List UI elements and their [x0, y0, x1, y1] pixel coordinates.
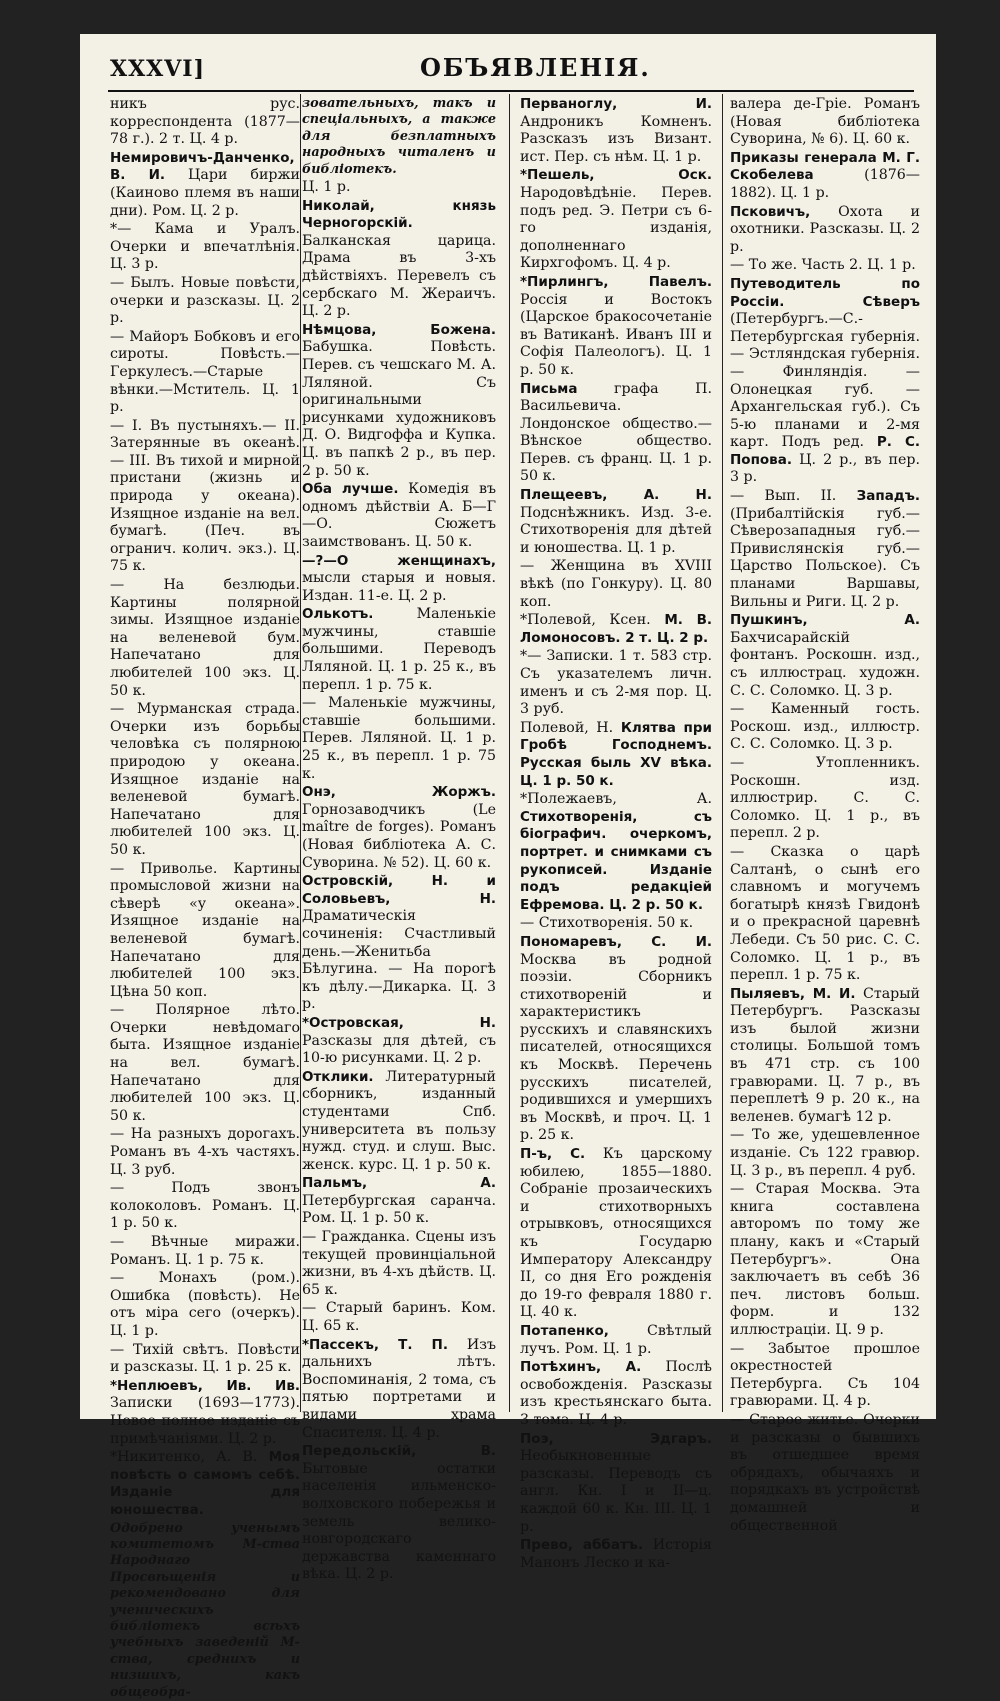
listing-entry: Пыляевъ, М. И. Старый Петербургъ. Разсказы изъ былой жизни столицы. Большой томъ въ 471 стр. съ 100 гравюрами. Ц. 7 р., въ переплетѣ 9 р. 20 к., на веленев. бумагѣ 12 р. [730, 985, 920, 1125]
listing-entry: *Неплюевъ, Ив. Ив. Записки (1693—1773). Новое полное изданіе съ примѣчаніями. Ц. 2 р. [110, 1377, 300, 1447]
listing-entry: — Вып. II. Западъ. (Прибалтійскія губ.—Сѣверозападныя губ.—Привислянскія губ.—Царство Польское). Съ планами Варшавы, Вильны и Риги. Ц. 2 р. [730, 488, 920, 610]
listing-entry: Оба лучше. Комедія въ одномъ дѣйствіи А. Б—Г—О. Сюжетъ заимствованъ. Ц. 50 к. [302, 481, 496, 550]
listing-entry: Плещеевъ, А. Н. Подснѣжникъ. Изд. 3-е. Стихотворенія для дѣтей и юношества. Ц. 1 р. [520, 487, 712, 556]
listing-entry: *Пешель, Оск. Народовѣдѣніе. Перев. подъ ред. Э. Петри съ 6-го изданія, дополненнаго Кирхгофомъ. Ц. 4 р. [520, 167, 712, 272]
listing-entry: — Майоръ Бобковъ и его сироты. Повѣсть.—Геркулесъ.—Старые вѣнки.—Мститель. Ц. 1 р. [110, 328, 300, 416]
listing-entry: — Сказка о царѣ Салтанѣ, о сынѣ его славномъ и могучемъ богатырѣ князѣ Гвидонѣ и о прекрасной царевнѣ Лебеди. Съ 50 рис. С. С. Соломко. Ц. 1 р., въ перепл. 1 р. 75 к. [730, 843, 920, 984]
listing-entry: — На разныхъ дорогахъ. Романъ въ 4-хъ частяхъ. Ц. 3 руб. [110, 1126, 300, 1178]
column-3 [520, 96, 712, 1571]
document-page [80, 34, 936, 1700]
listing-entry: Онэ, Жоржъ. Горнозаводчикъ (Le maître de forges). Романъ (Новая библіотека А. С. Суворина. № 52). Ц. 60 к. [302, 784, 496, 871]
listing-entry: Прево, аббатъ. Исторія Манонъ Леско и ка- [520, 1537, 712, 1571]
listing-entry: — Старое житье. Очерки и разсказы о бывшихъ въ отшедшее время обрядахъ, обычаяхъ и порядкахъ въ устройствѣ домашней и общественной [730, 1411, 920, 1534]
listing-entry: — Маленькіе мужчины, ставшіе большими. Перев. Ляляной. Ц. 1 р. 25 к., въ перепл. 1 р. 75 к. [302, 695, 496, 782]
listing-entry: — Тихій свѣтъ. Повѣсти и разсказы. Ц. 1 р. 25 к. [110, 1341, 300, 1376]
listing-entry: Пономаревъ, С. И. Москва въ родной поэзіи. Сборникъ стихотвореній и характеристикъ русскихъ и славянскихъ писателей, относящихся къ Москвѣ. Перечень русскихъ писателей, родившихся и умершихъ въ Москвѣ, и проч. Ц. 1 р. 25 к. [520, 933, 712, 1144]
column-divider [509, 94, 510, 1412]
listing-entry: — Подъ звонъ колоколовъ. Романъ. Ц. 1 р. 50 к. [110, 1180, 300, 1232]
listing-entry: зовательныхъ, такъ и спеціальныхъ, а также для безплатныхъ народныхъ читаленъ и библіотекъ. [302, 96, 496, 177]
listing-entry: Островскій, Н. и Соловьевъ, Н. Драматическія сочиненія: Счастливый день.—Женитьба Бѣлугина. — На порогѣ къ дѣлу.—Дикарка. Ц. 3 р. [302, 873, 496, 1013]
listing-entry: Отклики. Литературный сборникъ, изданный студентами Спб. университета въ пользу нужд. студ. и слуш. Выс. женск. курс. Ц. 1 р. 50 к. [302, 1068, 496, 1173]
listing-entry: *Полевой, Ксен. М. В. Ломоносовъ. 2 т. Ц. 2 р. [520, 612, 712, 646]
column-divider [300, 94, 301, 1412]
listing-entry: — На безлюдьи. Картины полярной зимы. Изящное изданіе на веленевой бум. Напечатано для любителей 100 экз. Ц. 50 к. [110, 577, 300, 699]
listing-entry: П-ъ, С. Къ царскому юбилею, 1855—1880. Собраніе прозаическихъ и стихотворныхъ отрывковъ, относящихся къ Государю Императору Александру II, со дня Его рожденія до 19-го февраля 1880 г. Ц. 40 к. [520, 1146, 712, 1321]
listing-entry: Ц. 1 р. [302, 179, 351, 196]
listing-entry: Псковичъ, Охота и охотники. Разсказы. Ц. 2 р. [730, 203, 920, 255]
listing-entry: Одобрено ученымъ комитетомъ М-ства Народнаго Просвѣщенія и рекомендовано для ученическихъ библіотекъ всѣхъ учебныхъ заведеній М-ства, среднихъ и низшихъ, какъ общеобра- [110, 1520, 300, 1700]
listing-entry: — Женщина въ XVIII вѣкѣ (по Гонкуру). Ц. 80 коп. [520, 558, 712, 610]
listing-entry: Полевой, Н. Клятва при Гробѣ Господнемъ. Русская быль XV вѣка. Ц. 1 р. 50 к. [520, 719, 712, 789]
listing-entry: Пальмъ, А. Петербургская саранча. Ром. Ц. 1 р. 50 к. [302, 1175, 496, 1227]
listing-entry: Путеводитель по Россіи. Сѣверъ (Петербургъ.—С.-Петербургская губернія. — Эстляндская губернія. — Финляндія. — Олонецкая губ. — Архангельская губ.). Съ 5-ю планами и 2-мя карт. Подъ ред. Р. С. Попова. Ц. 2 р., въ пер. 3 р. [730, 275, 920, 486]
listing-entry: *Островская, Н. Разсказы для дѣтей, съ 10-ю рисунками. Ц. 2 р. [302, 1014, 496, 1067]
listing-entry: *Пирлингъ, Павелъ. Россія и Востокъ (Царское бракосочетаніе въ Ватиканѣ. Иванъ III и Софія Палеологъ). Ц. 1 р. 50 к. [520, 273, 712, 378]
listing-entry: Поэ, Эдгаръ. Необыкновенные разсказы. Переводъ съ англ. Кн. I и II—ц. каждой 60 к. Кн. III. Ц. 1 р. [520, 1430, 712, 1535]
listing-entry: — Гражданка. Сцены изъ текущей провинціальной жизни, въ 4-хъ дѣйств. Ц. 65 к. [302, 1229, 496, 1298]
listing-entry: Немировичъ-Данченко, В. И. Цари биржи (Каиново племя въ наши дни). Ром. Ц. 2 р. [110, 149, 301, 219]
listing-entry: — Каменный гость. Роскош. изд., иллюстр. С. С. Соломко. Ц. 3 р. [730, 701, 920, 753]
listing-entry: *Никитенко, А. В. Моя повѣсть о самомъ себѣ. Изданіе для юношества. [110, 1449, 301, 1518]
listing-entry: — Монахъ (ром.). Ошибка (повѣсть). Не отъ міра сего (очеркъ). Ц. 1 р. [110, 1270, 300, 1339]
listing-entry: — Старая Москва. Эта книга составлена авторомъ по тому же плану, какъ и «Старый Петербургъ». Она заключаетъ въ себѣ 36 печ. листовъ больш. форм. и 132 иллюстраціи. Ц. 9 р. [730, 1181, 920, 1338]
listing-entry: Приказы генерала М. Г. Скобелева (1876—1882). Ц. 1 р. [730, 149, 920, 201]
listing-entry: *Полежаевъ, А. Стихотворенія, съ біографич. очеркомъ, портрет. и снимками съ рукописей. Изданіе подъ редакціей Ефремова. Ц. 2 р. 50 к. [520, 791, 712, 913]
listing-entry: Нѣмцова, Божена. Бабушка. Повѣсть. Перев. съ чешскаго М. А. Ляляной. Съ оригинальными рисунками художниковъ Д. О. Видгоффа и Купка. Ц. въ папкѣ 2 р., въ пер. 2 р. 50 к. [302, 321, 496, 479]
listing-entry: Олькотъ. Маленькіе мужчины, ставшіе большими. Переводъ Ляляной. Ц. 1 р. 25 к., въ перепл. 1 р. 75 к. [302, 606, 496, 693]
listing-entry: — I. Въ пустыняхъ.— II. Затерянные въ океанѣ. — III. Въ тихой и мирной пристани (жизнь и природа у океана). Изящное изданіе на вел. бумагѣ. (Печ. въ огранич. колич. экз.). Ц. 75 к. [110, 417, 300, 575]
column-4 [730, 96, 920, 1534]
header-rule [108, 90, 914, 92]
listing-entry: *— Кама и Уралъ. Очерки и впечатлѣнія. Ц. 3 р. [110, 221, 300, 273]
listing-entry: никъ рус. корреспондента (1877—78 г.). 2 т. Ц. 4 р. [110, 96, 300, 148]
listing-entry: — Привольe. Картины промысловой жизни на сѣверѣ «у океана». Изящное изданіе на веленевой бумагѣ. Напечатано для любителей 100 экз. Цѣна 50 коп. [110, 860, 300, 1000]
listing-entry: *— Записки. 1 т. 583 стр. Съ указателемъ личн. именъ и съ 2-мя пор. Ц. 3 руб. [520, 648, 712, 718]
listing-entry: — Полярное лѣто. Очерки невѣдомаго быта. Изящное изданіе на вел. бумагѣ. Напечатано для любителей 100 экз. Ц. 50 к. [110, 1002, 300, 1124]
listing-entry: Пушкинъ, А. Бахчисарайскій фонтанъ. Роскошн. изд., съ иллюстрац. художн. С. С. Соломко. Ц. 3 р. [730, 612, 920, 699]
listing-entry: Николай, князь Черногорскій. Балканская царица. Драма въ 3-хъ дѣйствіяхъ. Перевелъ съ сербскаго М. Жераичъ. Ц. 2 р. [302, 197, 496, 320]
listing-entry: валера де-Гріе. Романъ (Новая библіотека Суворина, № 6). Ц. 60 к. [730, 96, 920, 148]
listing-entry: Потапенко, Свѣтлый лучъ. Ром. Ц. 1 р. [520, 1322, 712, 1357]
listing-entry: Письма графа П. Васильевича. Лондонское общество.—Вѣнское общество. Перев. съ франц. Ц. 1 р. 50 к. [520, 380, 712, 485]
listing-entry: — Мурманская страда. Очерки изъ борьбы человѣка съ полярною природою у океана. Изящное изданіе на веленевой бумагѣ. Напечатано для любителей 100 экз. Ц. 50 к. [110, 701, 300, 858]
listing-entry: — Забытое прошлое окрестностей Петербурга. Съ 104 гравюрами. Ц. 4 р. [730, 1340, 920, 1410]
listing-entry: — То же. Часть 2. Ц. 1 р. [730, 257, 916, 274]
listing-entry: Перваноглу, И. Андроникъ Комненъ. Разсказъ изъ Визант. ист. Пер. съ нѣм. Ц. 1 р. [520, 96, 712, 165]
column-divider [722, 94, 723, 1412]
listing-entry: — Утопленникъ. Роскошн. изд. иллюстрир. С. С. Соломко. Ц. 1 р., въ перепл. 2 р. [730, 754, 920, 842]
listing-entry: — Старый баринъ. Ком. Ц. 65 к. [302, 1300, 496, 1335]
listing-entry: — Стихотворенія. 50 к. [520, 915, 694, 932]
listing-entry: — То же, удешевленное изданіе. Съ 122 гравюр. Ц. 3 р., въ перепл. 4 руб. [730, 1127, 920, 1179]
listing-entry: Передольскій, В. Бытовые остатки населенія ильменско-волховского побережья и земель велико-новгородскаго державства каменнаго вѣка. Ц. 2 р. [302, 1443, 496, 1583]
page-title: ОБЪЯВЛЕНІЯ. [420, 53, 651, 82]
listing-entry: Потѣхинъ, А. Послѣ освобожденія. Разсказы изъ крестьянскаго быта. 3 тома. Ц. 4 р. [520, 1359, 712, 1428]
listing-entry: — Былъ. Новые повѣсти, очерки и разсказы. Ц. 2 р. [110, 274, 300, 327]
listing-entry: *Пассекъ, Т. П. Изъ дальнихъ лѣтъ. Воспоминанія, 2 тома, съ пятью портретами и видами храма Спасителя. Ц. 4 р. [302, 1336, 496, 1441]
page-header [80, 34, 936, 98]
column-2 [302, 96, 496, 1583]
listing-entry: — Вѣчные миражи. Романъ. Ц. 1 р. 75 к. [110, 1234, 300, 1268]
page-number: XXXVI] [110, 56, 205, 82]
listing-entry: —?—О женщинахъ, мысли старыя и новыя. Издан. 11-е. Ц. 2 р. [302, 552, 496, 604]
column-1 [110, 96, 301, 1700]
